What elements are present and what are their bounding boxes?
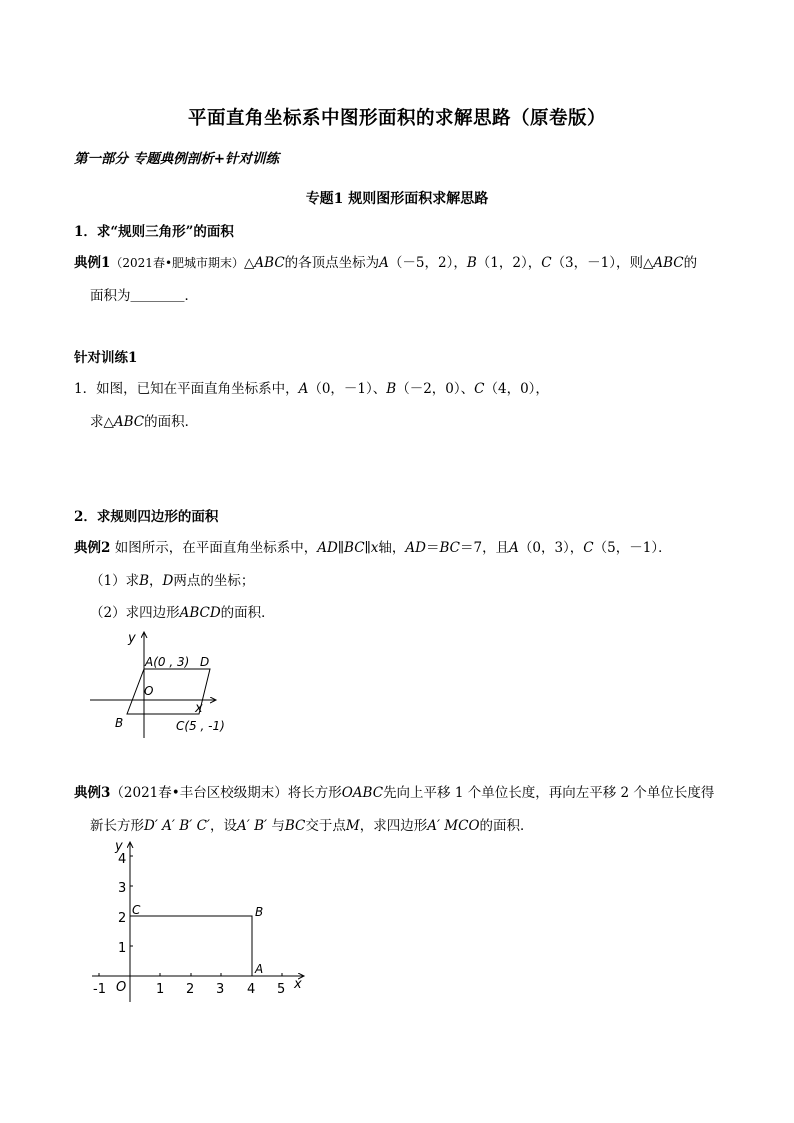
var: D bbox=[162, 573, 174, 589]
y-tick-label: 2 bbox=[118, 911, 127, 926]
text-fragment: （5，－1）． bbox=[593, 540, 672, 556]
question1-line1 bbox=[74, 377, 549, 397]
var: D′ A′ B′ C′ bbox=[144, 818, 210, 834]
example1-label: 典例1 bbox=[74, 255, 111, 271]
text-fragment: △ bbox=[244, 255, 255, 271]
origin-label: O bbox=[144, 684, 154, 698]
text-fragment: ∥ bbox=[337, 540, 345, 556]
x-tick-label: 2 bbox=[186, 982, 195, 997]
example2-line1 bbox=[74, 536, 672, 556]
text-fragment: 交于点 bbox=[305, 818, 346, 834]
text-fragment: 的各顶点坐标为 bbox=[284, 255, 380, 271]
point-c-label: C(5 , -1) bbox=[176, 719, 225, 733]
point-a-label: A(0 , 3) bbox=[145, 655, 190, 669]
text-fragment: （3，－1），则△ bbox=[551, 255, 654, 271]
rectangle-figure bbox=[82, 836, 312, 1006]
example2-part1 bbox=[90, 569, 254, 589]
example3-label: 典例3 bbox=[74, 785, 111, 801]
text-fragment: 轴， bbox=[378, 540, 406, 556]
var: M bbox=[345, 818, 360, 834]
text-fragment: 两点的坐标； bbox=[173, 573, 255, 589]
var: BC bbox=[284, 818, 306, 834]
text-fragment: （－5，2）， bbox=[388, 255, 467, 271]
text-fragment: （2）求四边形 bbox=[90, 605, 180, 621]
text-fragment: ，求四边形 bbox=[359, 818, 428, 834]
var: AD bbox=[317, 540, 338, 556]
part-heading: 第一部分 专题典例剖析+针对训练 bbox=[74, 151, 280, 167]
var: B bbox=[466, 255, 477, 271]
text-fragment: ，设 bbox=[209, 818, 237, 834]
x-axis-label: x bbox=[195, 701, 203, 716]
text-fragment: ∥ bbox=[364, 540, 371, 556]
example3-line2 bbox=[90, 814, 534, 834]
y-axis-label: y bbox=[128, 631, 136, 646]
var: ABC bbox=[653, 255, 684, 271]
var: C bbox=[541, 255, 552, 271]
text-fragment: （－2，0）、 bbox=[396, 381, 475, 397]
y-tick-label: 3 bbox=[118, 881, 127, 896]
point-a-label: A bbox=[255, 962, 264, 976]
text-fragment: ＝ bbox=[426, 540, 440, 556]
var: A bbox=[509, 540, 519, 556]
var: B bbox=[139, 573, 150, 589]
text-fragment: 的面积． bbox=[220, 605, 275, 621]
var: A bbox=[379, 255, 389, 271]
parallelogram-figure bbox=[84, 628, 254, 740]
text-fragment: 的 bbox=[683, 255, 698, 271]
text-fragment: 与 bbox=[267, 818, 285, 834]
rectangle-oabc bbox=[130, 916, 252, 976]
topic-heading: 专题1 规则图形面积求解思路 bbox=[305, 191, 489, 207]
training1-heading: 针对训练1 bbox=[74, 350, 138, 366]
var: ABC bbox=[113, 414, 145, 430]
var: AD bbox=[405, 540, 426, 556]
x-axis-label: x bbox=[294, 977, 302, 992]
text-fragment: （4，0）， bbox=[484, 381, 549, 397]
example1-line1 bbox=[74, 251, 697, 271]
var: A′ B′ bbox=[236, 818, 268, 834]
text-fragment: ， bbox=[149, 573, 163, 589]
text-fragment: 新长方形 bbox=[90, 818, 144, 834]
text-fragment: （0，－1）、 bbox=[308, 381, 387, 397]
x-tick-label: 1 bbox=[156, 982, 165, 997]
text-fragment: （0，3）， bbox=[518, 540, 584, 556]
var: OABC bbox=[341, 785, 384, 801]
var: x bbox=[370, 540, 379, 556]
var: C bbox=[583, 540, 594, 556]
var: BC bbox=[344, 540, 365, 556]
section1-heading: 1．求“规则三角形”的面积 bbox=[74, 224, 234, 240]
point-b-label: B bbox=[115, 716, 124, 730]
var: B bbox=[386, 381, 397, 397]
y-tick-label: 1 bbox=[118, 941, 127, 956]
point-c-label: C bbox=[132, 903, 141, 917]
x-tick-label: -1 bbox=[93, 982, 106, 997]
var: BC bbox=[439, 540, 461, 556]
page-title: 平面直角坐标系中图形面积的求解思路（原卷版） bbox=[187, 108, 606, 129]
text-fragment: 求△ bbox=[90, 414, 114, 430]
text-fragment: （1，2）， bbox=[476, 255, 542, 271]
text-fragment: ＝7，且 bbox=[460, 540, 510, 556]
example1-line2: 面积为＿＿＿＿． bbox=[90, 288, 198, 304]
point-b-label: B bbox=[255, 905, 264, 919]
text-fragment: 1．如图，已知在平面直角坐标系中， bbox=[74, 381, 299, 397]
x-tick-label: 5 bbox=[277, 982, 286, 997]
text-fragment: 如图所示，在平面直角坐标系中， bbox=[110, 540, 318, 556]
question1-line2 bbox=[90, 410, 198, 430]
var: A bbox=[298, 381, 309, 397]
example2-part2 bbox=[90, 601, 275, 621]
origin-label: O bbox=[116, 980, 127, 995]
text-fragment: （2021春•丰台区校级期末）将长方形 bbox=[110, 785, 342, 801]
example3-line1 bbox=[74, 781, 714, 801]
x-tick-label: 4 bbox=[247, 982, 256, 997]
x-tick-label: 3 bbox=[216, 982, 225, 997]
var: C bbox=[474, 381, 485, 397]
text-fragment: 的面积． bbox=[144, 414, 199, 430]
y-tick-label: 4 bbox=[118, 852, 127, 867]
point-d-label: D bbox=[200, 655, 210, 669]
y-axis-label: y bbox=[115, 839, 123, 854]
section2-heading: 2．求规则四边形的面积 bbox=[74, 509, 219, 525]
var: ABC bbox=[254, 255, 285, 271]
text-fragment: （1）求 bbox=[90, 573, 140, 589]
var: ABCD bbox=[179, 605, 221, 621]
text-fragment: 的面积． bbox=[479, 818, 534, 834]
var: A′ MCO bbox=[427, 818, 480, 834]
text-fragment: 先向上平移 1 个单位长度，再向左平移 2 个单位长度得 bbox=[383, 785, 715, 801]
example2-label: 典例2 bbox=[74, 540, 111, 556]
example1-source: （2021春•肥城市期末） bbox=[110, 256, 245, 270]
